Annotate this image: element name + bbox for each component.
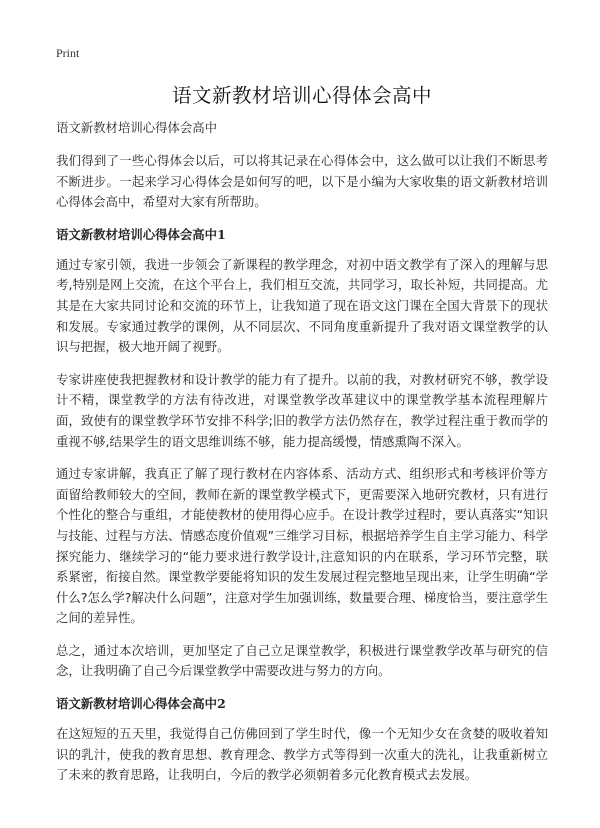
section-1-paragraph: 总之，通过本次培训，更加坚定了自己立足课堂教学，积极进行课堂教学改革与研究的信念，让我明确了自己今后课堂教学中需要改进与努力的方向。 bbox=[56, 642, 548, 679]
page-title: 语文新教材培训心得体会高中 bbox=[171, 84, 432, 107]
section-1-paragraph: 专家讲座使我把握教材和设计教学的能力有了提升。以前的我，对教材研究不够，教学设计不精，课堂教学的方法有待改进，对课堂教学改革建议中的课堂教学基本流程理解片面，致使有的课堂教学环节安排不科学;旧的教学方法仍然存在，教学过程注重于教而学的重视不够,结果学生的语文思维训练不够，能力提高缓慢，情感熏陶不深入。 bbox=[56, 371, 548, 449]
print-link[interactable]: Print bbox=[56, 46, 80, 60]
section-1-heading: 语文新教材培训心得体会高中1 bbox=[56, 226, 226, 242]
section-2-paragraph: 在这短短的五天里，我觉得自己仿佛回到了学生时代，像一个无知少女在贪婪的吸收着知识的乳汁，使我的教育思想、教育理念、教学方式等得到一次重大的洗礼，让我重新树立了未来的教育思路，让我明白，今后的教学必须朝着多元化教育模式去发展。 bbox=[56, 726, 548, 783]
section-2-heading: 语文新教材培训心得体会高中2 bbox=[56, 696, 226, 712]
section-1-paragraph: 通过专家讲解，我真正了解了现行教材在内容体系、活动方式、组织形式和考核评价等方面留给教师较大的空间，教师在新的课堂教学模式下，更需要深入地研究教材，只有进行个性化的整合与重组，才能使教材的使用得心应手。在设计教学过程时，要认真落实“知识与技能、过程与方法、情感态度价值观”三维学习目标，根据培养学生自主学习能力、科学探究能力、继续学习的“能力要求进行教学设计,注意知识的内在联系，学习环节完整，联系紧密，衔接自然。课堂教学要能将知识的发生发展过程完整地呈现出来，让学生明确“学什么?怎么学?解决什么问题”，注意对学生加强训练，数量要合理、梯度恰当，要注意学生之间的差异性。 bbox=[56, 466, 548, 626]
article-subtitle: 语文新教材培训心得体会高中 bbox=[56, 120, 218, 135]
intro-paragraph: 我们得到了一些心得体会以后，可以将其记录在心得体会中，这么做可以让我们不断思考不断进步。一起来学习心得体会是如何写的吧，以下是小编为大家收集的语文新教材培训心得体会高中，希望对大家有所帮助。 bbox=[56, 153, 548, 210]
article-body bbox=[56, 118, 548, 798]
section-1-paragraph: 通过专家引领，我进一步领会了新课程的教学理念，对初中语文教学有了深入的理解与思考,特别是网上交流，在这个平台上，我们相互交流，共同学习，取长补短，共同提高。尤其是在大家共同讨论和交流的环节上，让我知道了现在语文这门课在全国大背景下的现状和发展。专家通过教学的课例，从不同层次、不同角度重新提升了我对语文课堂教学的认识与把握，极大地开阔了视野。 bbox=[56, 256, 548, 355]
